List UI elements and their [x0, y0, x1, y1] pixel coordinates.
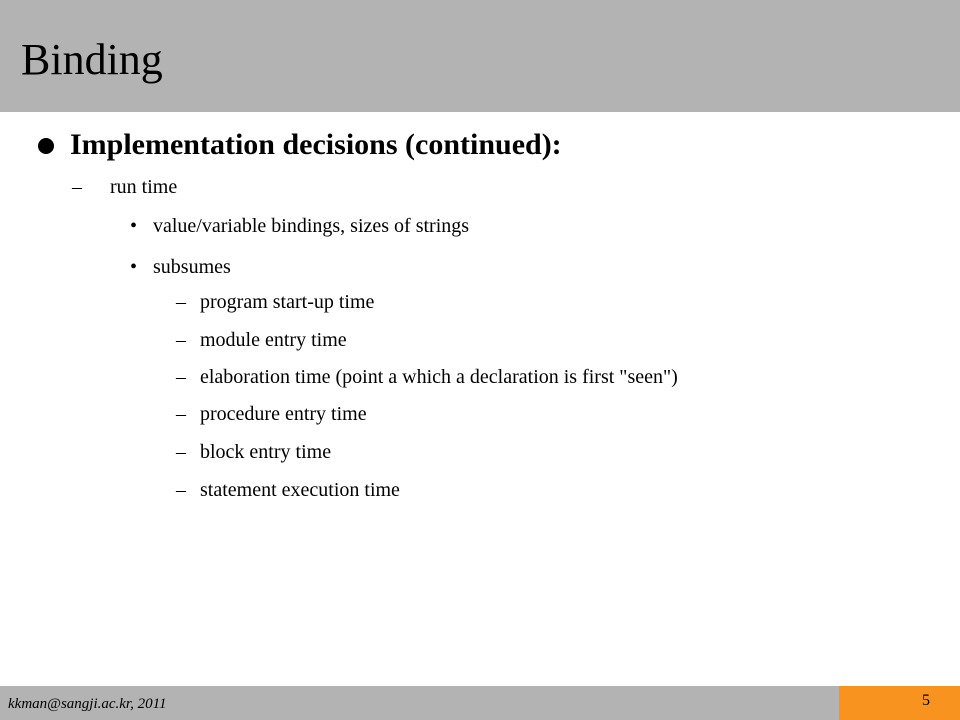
- list-item: subsumes: [153, 256, 231, 278]
- footer-email: kkman@sangji.ac.kr, 2011: [8, 696, 167, 712]
- slide-title: Binding: [21, 35, 163, 84]
- list-bullet-icon: •: [130, 215, 138, 237]
- sub-list-item: module entry time: [200, 329, 347, 351]
- sub-item-dash: –: [176, 291, 186, 313]
- run-time-label: run time: [110, 176, 178, 198]
- sub-list-item: program start-up time: [200, 291, 375, 313]
- sub-item-dash: –: [176, 479, 186, 501]
- slide-heading: Implementation decisions (continued):: [70, 128, 562, 161]
- page-number: 5: [922, 692, 930, 709]
- sub-list-item: statement execution time: [200, 479, 400, 501]
- title-bar: [0, 0, 960, 112]
- heading-bullet-icon: [38, 138, 54, 154]
- sub-item-dash: –: [176, 441, 186, 463]
- list-item: value/variable bindings, sizes of strings: [153, 215, 470, 237]
- sub-list-item: block entry time: [200, 441, 332, 463]
- sub-item-dash: –: [176, 366, 186, 388]
- sub-item-dash: –: [176, 329, 186, 351]
- page-number-box: [839, 686, 960, 720]
- run-time-dash: –: [72, 176, 82, 198]
- sub-list-item: elaboration time (point a which a declaration is first "seen"): [200, 366, 678, 388]
- sub-item-dash: –: [176, 403, 186, 425]
- list-bullet-icon: •: [130, 256, 138, 278]
- sub-list-item: procedure entry time: [200, 403, 367, 425]
